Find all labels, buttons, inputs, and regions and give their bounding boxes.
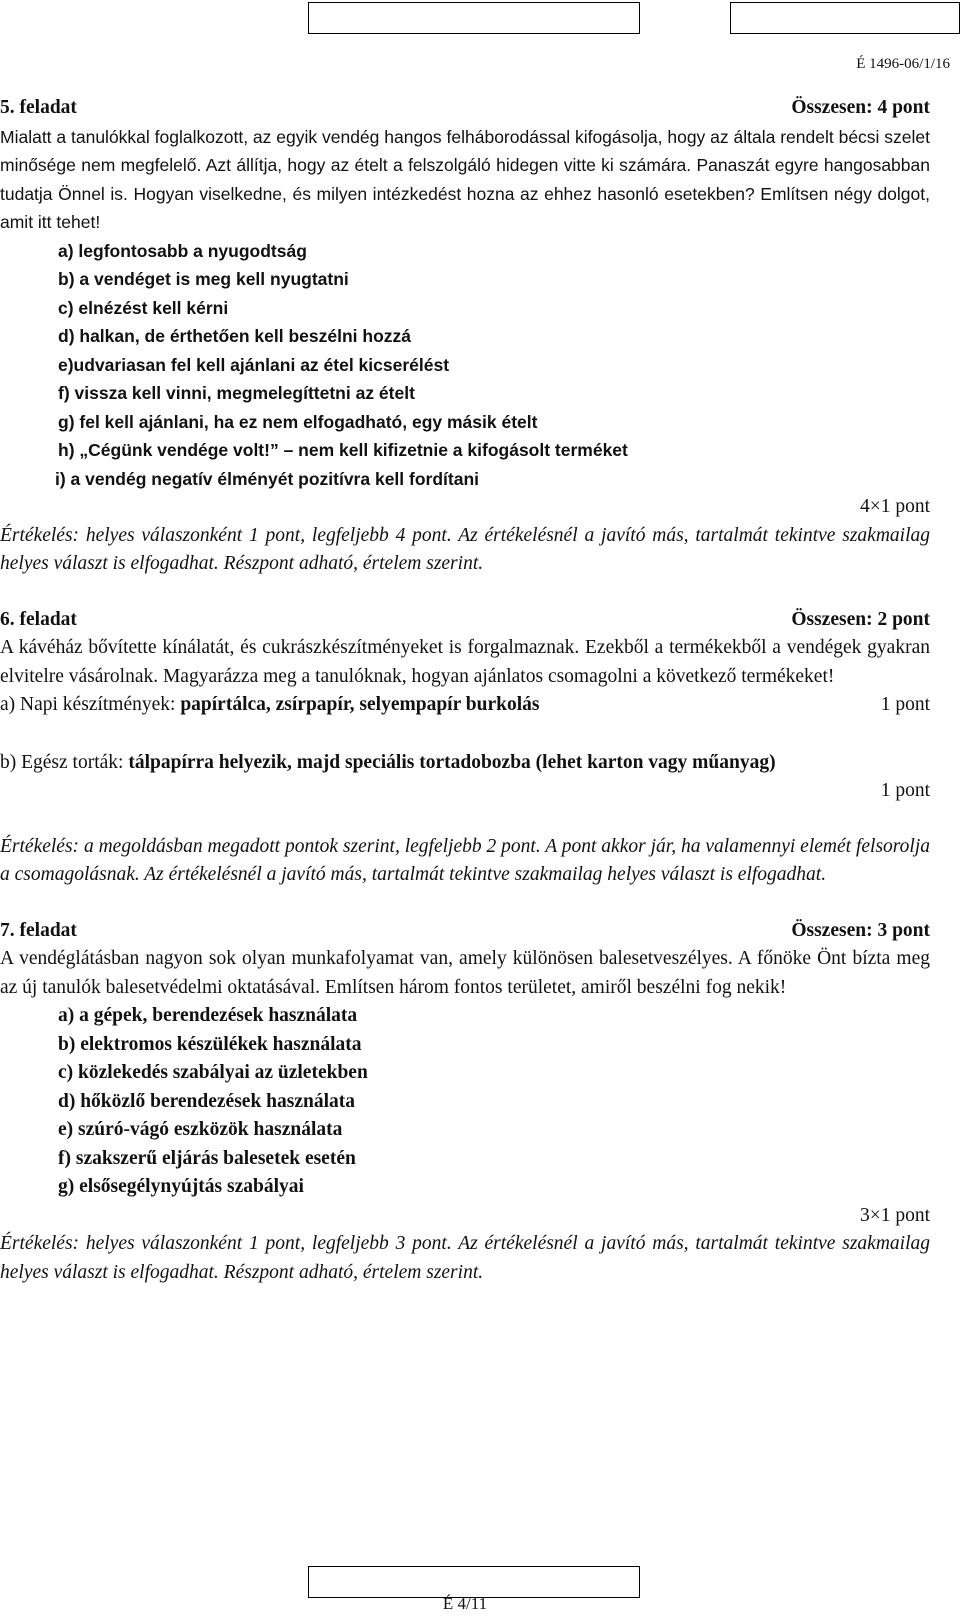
- task-5-total: Összesen: 4 pont: [791, 97, 930, 118]
- answer-item: d) halkan, de érthetően kell beszélni hozzá: [58, 326, 411, 346]
- answer-item: i) a vendég negatív élményét pozitívra kell fordítani: [55, 468, 479, 489]
- answer-item: h) „Cégünk vendége volt!” – nem kell kifizetnie a kifogásolt terméket: [58, 440, 628, 460]
- answer-b-points: 1 pont: [880, 780, 930, 801]
- task-7-title: 7. feladat: [0, 919, 77, 941]
- header-box-left: [308, 2, 640, 34]
- spacer: [0, 890, 930, 917]
- task-6-evaluation: Értékelés: a megoldásban megadott pontok szerint, legfeljebb 2 pont. A pont akkor jár, ha valamennyi elemét felsorolja a csomagolásnak. Az értékelésnél a javító más, tartalmát tekintve szakmailag helyes választ is elfogadhat.: [0, 835, 930, 885]
- document-code: É 1496-06/1/16: [856, 56, 950, 72]
- answer-a-points: 1 pont: [880, 694, 930, 715]
- answer-item: c) közlekedés szabályai az üzletekben: [58, 1062, 368, 1083]
- task-6-question: A kávéház bővítette kínálatát, és cukrászkészítményeket is forgalmaznak. Ezekből a termékekből a vendégek gyakran elvitelre vásárolnak. Magyarázza meg a tanulóknak, hogyan ajánlatos csomagolni a következő termékeket!: [0, 637, 930, 687]
- task-7: [0, 917, 930, 1288]
- spacer: [0, 806, 930, 833]
- spacer: [0, 720, 930, 749]
- answer-item: f) szakszerű eljárás balesetek esetén: [58, 1147, 356, 1169]
- task-7-answers: [0, 1002, 930, 1202]
- spacer: [0, 579, 930, 606]
- task-6-title: 6. feladat: [0, 608, 77, 630]
- answer-item: c) elnézést kell kérni: [58, 297, 229, 318]
- answer-b-label: b) Egész torták:: [0, 751, 129, 773]
- task-6-answer-b: [0, 749, 930, 778]
- task-7-evaluation: Értékelés: helyes válaszonként 1 pont, legfeljebb 3 pont. Az értékelésnél a javító más, tartalmát tekintve szakmailag helyes választ is elfogadhat. Részpont adható, értelem szerint.: [0, 1233, 930, 1283]
- task-7-question: A vendéglátásban nagyon sok olyan munkafolyamat van, amely különösen balesetveszélyes. A főnöke Önt bízta meg az új tanulók balesetvédelmi oktatásával. Említsen három fontos területet, amiről beszélni fog nekik!: [0, 948, 930, 998]
- answer-item: e)udvariasan fel kell ajánlani az étel kicserélést: [58, 354, 450, 375]
- task-7-points: 3×1 pont: [859, 1204, 930, 1226]
- page-number: É 4/11: [442, 1594, 488, 1613]
- task-6-header: [0, 606, 930, 635]
- header-box-right: [730, 2, 960, 34]
- answer-a-label: a) Napi készítmények:: [0, 694, 181, 715]
- answer-item: e) szúró-vágó eszközök használata: [58, 1119, 343, 1140]
- task-6: [0, 606, 930, 890]
- answer-item: d) hőközlő berendezések használata: [58, 1090, 356, 1112]
- task-5-title: 5. feladat: [0, 97, 77, 118]
- answer-item: a) legfontosabb a nyugodtság: [58, 240, 307, 261]
- answer-item: g) fel kell ajánlani, ha ez nem elfogadható, egy másik ételt: [58, 411, 538, 432]
- task-7-header: [0, 917, 930, 946]
- task-5-points: 4×1 pont: [859, 496, 930, 517]
- answer-item: f) vissza kell vinni, megmelegíttetni az ételt: [58, 383, 415, 403]
- task-6-answer-a: [0, 691, 930, 720]
- task-5-answers: [0, 237, 930, 465]
- page-content: [0, 94, 930, 1287]
- task-5: [0, 94, 930, 579]
- task-5-header: [0, 94, 930, 123]
- answer-item: b) elektromos készülékek használata: [58, 1033, 362, 1055]
- task-5-question: Mialatt a tanulókkal foglalkozott, az egyik vendég hangos felháborodással kifogásolja, hogy az általa rendelt bécsi szelet minősége nem megfelelő. Azt állítja, hogy az ételt a felszolgáló hidegen vitte ki számára. Panaszát egyre hangosabban tudatja Önnel is. Hogyan viselkedne, és milyen intézkedést hozna az ehhez hasonló esetekben? Említsen négy dolgot, amit itt tehet!: [0, 126, 931, 232]
- answer-a-text: papírtálca, zsírpapír, selyempapír burkolás: [180, 694, 540, 715]
- answer-b-text: tálpapírra helyezik, majd speciális tortadobozba (lehet karton vagy műanyag): [128, 751, 776, 773]
- answer-item: a) a gépek, berendezések használata: [58, 1005, 358, 1026]
- task-5-evaluation: Értékelés: helyes válaszonként 1 pont, legfeljebb 4 pont. Az értékelésnél a javító más, tartalmát tekintve szakmailag helyes választ is elfogadhat. Részpont adható, értelem szerint.: [0, 524, 930, 574]
- answer-item: b) a vendéget is meg kell nyugtatni: [58, 269, 349, 289]
- answer-item: g) elsősegélynyújtás szabályai: [58, 1176, 304, 1197]
- task-6-total: Összesen: 2 pont: [791, 608, 930, 630]
- task-7-total: Összesen: 3 pont: [791, 919, 930, 941]
